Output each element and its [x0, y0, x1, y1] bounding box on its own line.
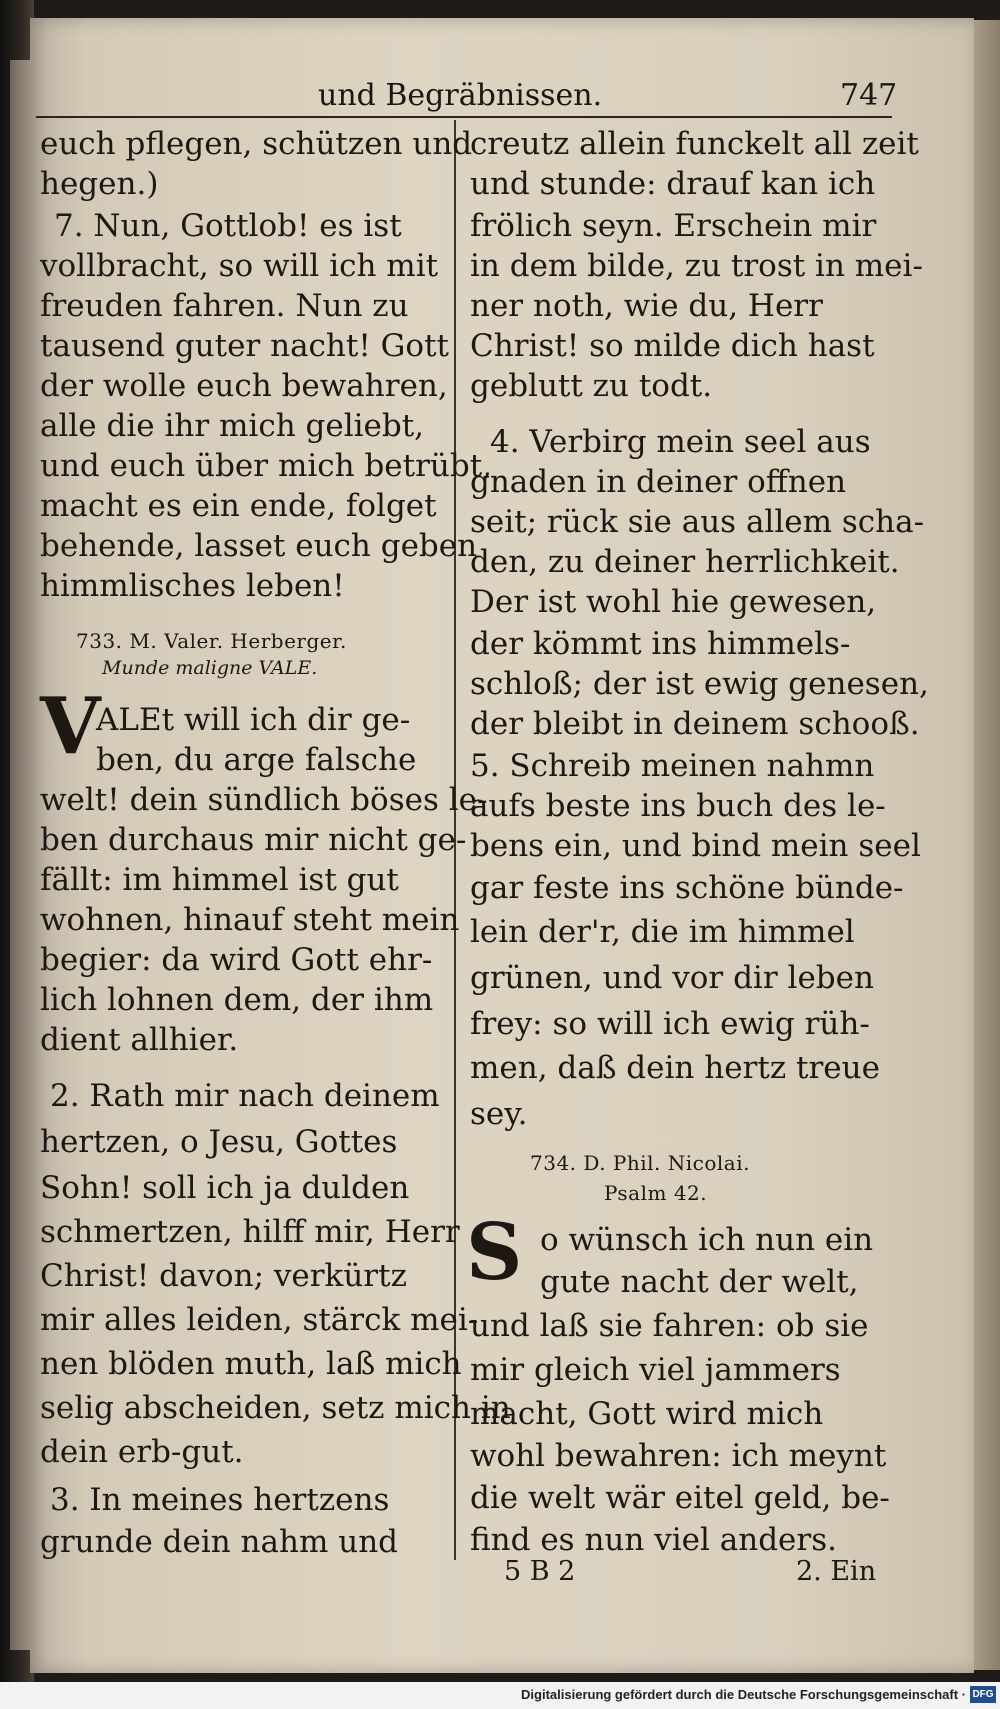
text-line: vollbracht, so will ich mit: [40, 248, 439, 284]
text-line: in dem bilde, zu trost in mei-: [470, 248, 923, 284]
text-line: der kömmt ins himmels-: [470, 626, 851, 662]
text-line: ALEt will ich dir ge-: [96, 702, 411, 738]
text-line: frey: so will ich ewig rüh-: [470, 1006, 870, 1042]
psalm-reference: Psalm 42.: [604, 1181, 708, 1205]
text-line: begier: da wird Gott ehr-: [40, 942, 433, 978]
running-title: und Begräbnissen.: [318, 78, 603, 113]
text-line: Christ! so milde dich hast: [470, 328, 875, 364]
text-line: macht, Gott wird mich: [470, 1396, 824, 1432]
text-line: 7. Nun, Gottlob! es ist: [54, 208, 402, 244]
hymn-motto: Munde maligne VALE.: [102, 657, 318, 679]
text-line: grunde dein nahm und: [40, 1524, 398, 1560]
text-line: die welt wär eitel geld, be-: [470, 1480, 890, 1516]
text-line: selig abscheiden, setz mich in: [40, 1390, 511, 1426]
drop-cap: V: [40, 681, 101, 772]
signature-mark: 5 B 2: [504, 1556, 576, 1587]
text-line: freuden fahren. Nun zu: [40, 288, 409, 324]
page-number: 747: [840, 78, 898, 113]
text-line: Sohn! soll ich ja dulden: [40, 1170, 410, 1206]
text-line: ben, du arge falsche: [96, 742, 417, 778]
text-line: Der ist wohl hie gewesen,: [470, 584, 877, 620]
text-line: frölich seyn. Erschein mir: [470, 208, 877, 244]
credit-bar: [0, 1682, 1000, 1709]
text-line: 4. Verbirg mein seel aus: [490, 424, 871, 460]
text-line: aufs beste ins buch des le-: [470, 788, 886, 824]
text-line: tausend guter nacht! Gott: [40, 328, 449, 364]
text-line: 5. Schreib meinen nahmn: [470, 748, 875, 784]
text-line: und stunde: drauf kan ich: [470, 166, 876, 202]
text-line: gute nacht der welt,: [540, 1264, 859, 1300]
text-line: himmlisches leben!: [40, 568, 345, 604]
text-line: gnaden in deiner offnen: [470, 464, 847, 500]
text-line: fällt: im himmel ist gut: [40, 862, 399, 898]
text-line: mir gleich viel jammers: [470, 1352, 841, 1388]
text-line: den, zu deiner herrlichkeit.: [470, 544, 900, 580]
text-line: dein erb-gut.: [40, 1434, 244, 1470]
text-line: wohl bewahren: ich meynt: [470, 1438, 887, 1474]
text-line: hertzen, o Jesu, Gottes: [40, 1124, 398, 1160]
text-line: alle die ihr mich geliebt,: [40, 408, 425, 444]
text-line: und euch über mich betrübt,: [40, 448, 493, 484]
text-line: lich lohnen dem, der ihm: [40, 982, 434, 1018]
text-line: lein der'r, die im himmel: [470, 914, 855, 950]
hymn-number: 734. D. Phil. Nicolai.: [530, 1151, 750, 1175]
text-line: der bleibt in deinem schooß.: [470, 706, 920, 742]
text-line: ben durchaus mir nicht ge-: [40, 822, 467, 858]
text-line: euch pflegen, schützen und: [40, 126, 473, 162]
text-line: hegen.): [40, 166, 159, 202]
text-line: seit; rück sie aus allem scha-: [470, 504, 925, 540]
text-line: grünen, und vor dir leben: [470, 960, 874, 996]
text-line: sey.: [470, 1096, 528, 1132]
text-line: mir alles leiden, stärck mei-: [40, 1302, 479, 1338]
text-line: dient allhier.: [40, 1022, 239, 1058]
text-line: creutz allein funckelt all zeit: [470, 126, 919, 162]
catchword: 2. Ein: [796, 1556, 877, 1587]
text-line: Christ! davon; verkürtz: [40, 1258, 407, 1294]
text-line: welt! dein sündlich böses le-: [40, 782, 488, 818]
page-edge: [974, 20, 1000, 1670]
text-line: gar feste ins schöne bünde-: [470, 870, 904, 906]
text-line: find es nun viel anders.: [470, 1522, 837, 1558]
text-line: geblutt zu todt.: [470, 368, 713, 404]
text-line: bens ein, und bind mein seel: [470, 828, 921, 864]
credit-text: Digitalisierung gefördert durch die Deutsche Forschungsgemeinschaft ·: [521, 1687, 966, 1702]
text-line: ner noth, wie du, Herr: [470, 288, 823, 324]
text-line: der wolle euch bewahren,: [40, 368, 448, 404]
text-line: 2. Rath mir nach deinem: [50, 1078, 440, 1114]
text-line: macht es ein ende, folget: [40, 488, 437, 524]
hymn-number: 733. M. Valer. Herberger.: [76, 629, 347, 653]
text-line: behende, lasset euch geben: [40, 528, 478, 564]
text-line: 3. In meines hertzens: [50, 1482, 390, 1518]
text-line: wohnen, hinauf steht mein: [40, 902, 460, 938]
header-rule: [36, 116, 892, 118]
dfg-logo[interactable]: DFG: [970, 1686, 996, 1703]
text-line: und laß sie fahren: ob sie: [470, 1308, 869, 1344]
drop-cap: S: [466, 1207, 523, 1298]
text-line: schmertzen, hilff mir, Herr: [40, 1214, 460, 1250]
text-line: o wünsch ich nun ein: [540, 1222, 874, 1258]
text-line: nen blöden muth, laß mich: [40, 1346, 462, 1382]
text-line: schloß; der ist ewig genesen,: [470, 666, 929, 702]
text-line: men, daß dein hertz treue: [470, 1050, 880, 1086]
